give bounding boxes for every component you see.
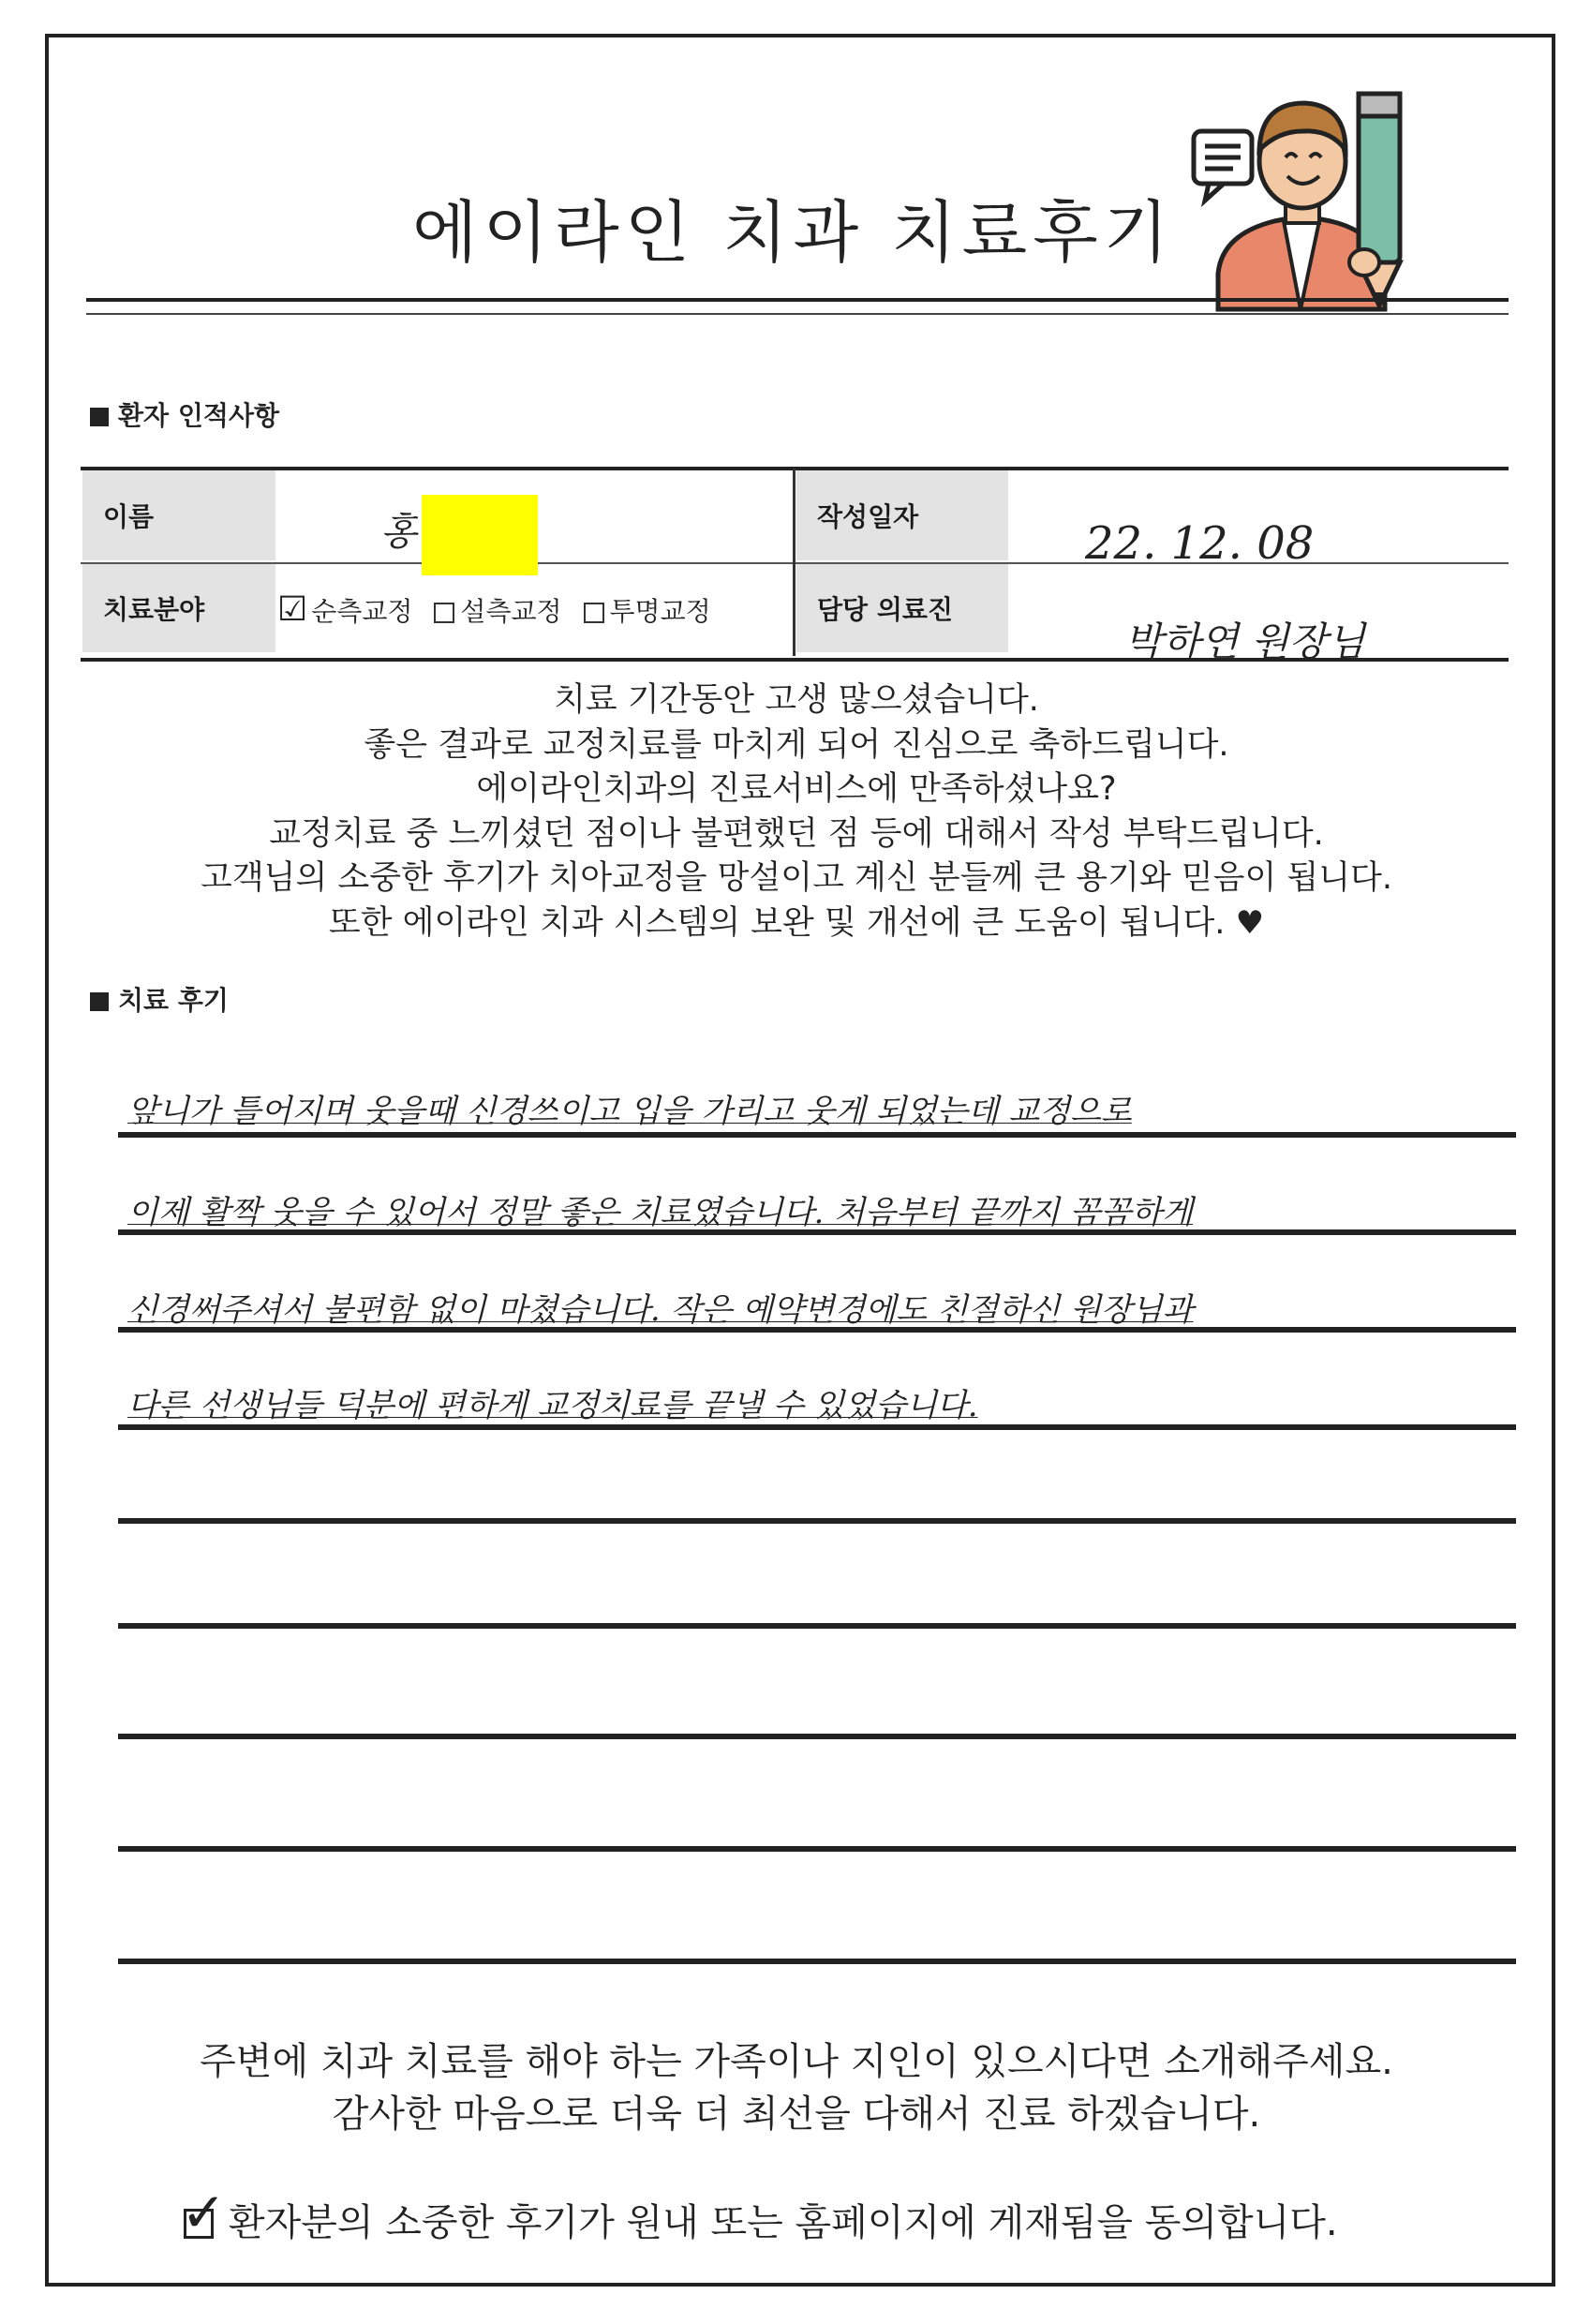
review-rule (118, 1846, 1516, 1852)
intro-line: 좋은 결과로 교정치료를 마치게 되어 진심으로 축하드립니다. (364, 725, 1229, 764)
table-column-divider (793, 469, 796, 656)
intro-line: 교정치료 중 느끼셨던 점이나 불편했던 점 등에 대해서 작성 부탁드립니다. (269, 814, 1324, 853)
option-clear[interactable]: 투명교정 (584, 596, 711, 627)
closing-line: 주변에 치과 치료를 해야 하는 가족이나 지인이 있으시다면 소개해주세요. (200, 2040, 1393, 2083)
title-rule (86, 298, 1509, 302)
intro-line: 에이라인치과의 진료서비스에 만족하셨나요? (476, 770, 1117, 808)
review-rule (118, 1229, 1516, 1235)
checkbox-empty-icon (584, 603, 604, 623)
reviewer-with-pencil-icon (1181, 75, 1443, 319)
bullet-square-icon (90, 992, 109, 1011)
closing-message (94, 2035, 1499, 2140)
treatment-options (277, 590, 711, 629)
intro-line: 또한 에이라인 치과 시스템의 보완 및 개선에 큰 도움이 됩니다. ♥ (328, 903, 1265, 942)
redaction-box (422, 495, 538, 575)
review-rule (118, 1518, 1516, 1524)
option-lingual[interactable]: 설측교정 (434, 596, 561, 627)
review-rule (118, 1959, 1516, 1964)
intro-line: 고객님의 소중한 후기가 치아교정을 망설이고 계신 분들께 큰 용기와 믿음이 됩니다. (201, 859, 1392, 897)
bullet-square-icon (90, 408, 109, 426)
review-rule (118, 1623, 1516, 1629)
consent-text: 환자분의 소중한 후기가 원내 또는 홈페이지에 게재됨을 동의합니다. (229, 2201, 1338, 2244)
review-rule (118, 1132, 1516, 1138)
review-line-text: 다른 선생님들 덕분에 편하게 교정치료를 끝낼 수 있었습니다. (127, 1387, 978, 1424)
review-rule (118, 1734, 1516, 1739)
review-section-heading: 치료 후기 (90, 980, 229, 1018)
doctor-value: 박하연 원장님 (1124, 618, 1365, 664)
review-line-text: 신경써주셔서 불편함 없이 마쳤습니다. 작은 예약변경에도 친절하신 원장님과 (127, 1291, 1194, 1329)
check-mark-icon: ✓ (181, 2181, 227, 2244)
consent-row[interactable] (181, 2181, 1338, 2246)
checkbox-empty-icon (434, 603, 454, 623)
patient-section-heading: 환자 인적사항 (90, 395, 279, 433)
review-line-text: 이제 활짝 웃을 수 있어서 정말 좋은 치료였습니다. 처음부터 끝까지 꼼꼼하게 (127, 1194, 1194, 1231)
name-value: 홍 (380, 511, 417, 554)
consent-checkbox[interactable] (181, 2181, 227, 2244)
review-form-sheet (45, 34, 1555, 2287)
option-labial[interactable]: ☑ 순측교정 (277, 590, 413, 629)
name-label: 이름 (82, 470, 275, 560)
review-rule (118, 1424, 1516, 1430)
field-label: 치료분야 (82, 564, 275, 652)
doctor-label: 담당 의료진 (796, 564, 1008, 652)
document-title: 에이라인 치과 치료후기 (412, 193, 1175, 272)
review-line-text: 앞니가 틀어지며 웃을때 신경쓰이고 입을 가리고 웃게 되었는데 교정으로 (127, 1093, 1132, 1130)
title-rule-thin (86, 313, 1509, 315)
check-mark-icon: ☑ (277, 590, 308, 629)
review-rule (118, 1327, 1516, 1333)
intro-message (94, 678, 1499, 946)
closing-line: 감사한 마음으로 더욱 더 최선을 다해서 진료 하겠습니다. (332, 2093, 1261, 2136)
heart-icon: ♥ (1235, 903, 1265, 942)
date-label: 작성일자 (796, 470, 1008, 560)
intro-line: 치료 기간동안 고생 많으셨습니다. (554, 681, 1039, 719)
date-value: 22. 12. 08 (1085, 517, 1315, 570)
